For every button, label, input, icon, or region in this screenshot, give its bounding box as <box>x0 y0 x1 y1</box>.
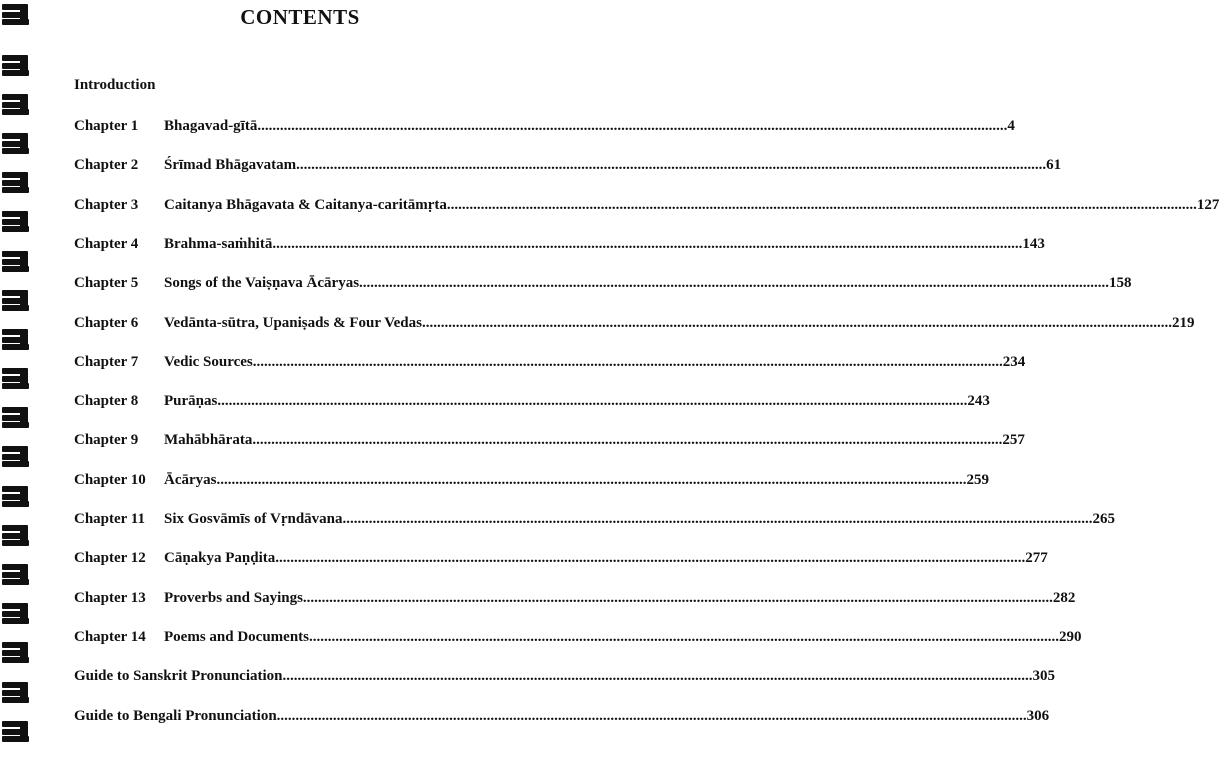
dot-leader: ........................................................................................................................................................................................................ <box>216 472 967 488</box>
page-number: 257 <box>1002 432 1025 448</box>
chapter-label: Chapter 1 <box>74 118 139 134</box>
dot-leader: ........................................................................................................................................................................................................ <box>446 197 1197 213</box>
page-number: 61 <box>1046 157 1062 173</box>
page-number: 243 <box>967 393 990 409</box>
binding-ring <box>2 249 30 273</box>
dot-leader: ........................................................................................................................................................................................................ <box>296 157 1047 173</box>
toc-chapter-entry <box>74 627 1082 647</box>
binding-ring <box>2 444 30 468</box>
binding-ring <box>2 131 30 155</box>
toc-guide-entry <box>74 666 1056 686</box>
binding-ring <box>2 484 30 508</box>
chapter-label: Chapter 8 <box>74 393 139 409</box>
chapter-title: Vedic Sources <box>164 354 253 370</box>
chapter-label: Chapter 5 <box>74 275 139 291</box>
chapter-title: Purāṇas <box>164 393 218 409</box>
binding-ring <box>2 562 30 586</box>
binding-ring <box>2 680 30 704</box>
toc-chapter-entry <box>74 352 1026 372</box>
chapter-label: Chapter 4 <box>74 236 139 252</box>
toc-chapter-entry <box>74 155 1062 175</box>
page-number: 305 <box>1032 668 1056 684</box>
dot-leader: ........................................................................................................................................................................................................ <box>217 393 968 409</box>
chapter-title: Caitanya Bhāgavata & Caitanya-caritāmṛta <box>164 197 447 213</box>
page-number: 306 <box>1026 708 1050 724</box>
guide-title: Guide to Sanskrit Pronunciation <box>74 668 283 684</box>
page-number: 277 <box>1025 550 1048 566</box>
dot-leader: ........................................................................................................................................................................................................ <box>282 668 1033 684</box>
chapter-label: Chapter 6 <box>74 315 139 331</box>
toc-chapter-entry <box>74 116 1015 136</box>
binding-ring <box>2 53 30 77</box>
binding-ring <box>2 170 30 194</box>
page-number: 282 <box>1052 590 1076 606</box>
chapter-label: Chapter 9 <box>74 432 139 448</box>
binding-ring <box>2 601 30 625</box>
page-number: 143 <box>1022 236 1045 252</box>
chapter-label: Chapter 12 <box>74 550 146 566</box>
chapter-title: Bhagavad-gītā <box>164 118 258 134</box>
chapter-label: Chapter 11 <box>74 511 145 527</box>
binding-ring <box>2 405 30 429</box>
toc-chapter-entry <box>74 391 990 411</box>
chapter-label: Chapter 14 <box>74 629 146 645</box>
chapter-label: Chapter 3 <box>74 197 139 213</box>
dot-leader: ........................................................................................................................................................................................................ <box>272 236 1023 252</box>
chapter-title: Mahābhārata <box>164 432 253 448</box>
page-number: 234 <box>1002 354 1026 370</box>
chapter-title: Vedānta-sūtra, Upaniṣads & Four Vedas <box>164 315 422 331</box>
page-number: 265 <box>1092 511 1116 527</box>
toc-chapter-entry <box>74 509 1116 529</box>
chapter-label: Chapter 7 <box>74 354 139 370</box>
binding-ring <box>2 288 30 312</box>
chapter-title: Ācāryas <box>164 472 217 488</box>
spiral-binding <box>0 0 44 760</box>
chapter-label: Chapter 2 <box>74 157 139 173</box>
chapter-title: Six Gosvāmīs of Vṛndāvana <box>164 511 343 527</box>
dot-leader: ........................................................................................................................................................................................................ <box>276 708 1027 724</box>
page-number: 219 <box>1171 315 1195 331</box>
toc-introduction: Introduction <box>74 77 156 93</box>
toc-guide-entry <box>74 706 1050 726</box>
dot-leader: ........................................................................................................................................................................................................ <box>359 275 1110 291</box>
toc-chapter-entry <box>74 234 1045 254</box>
chapter-title: Poems and Documents <box>164 629 309 645</box>
dot-leader: ........................................................................................................................................................................................................ <box>252 354 1003 370</box>
chapter-title: Songs of the Vaiṣṇava Ācāryas <box>164 275 360 291</box>
dot-leader: ........................................................................................................................................................................................................ <box>421 315 1172 331</box>
dot-leader: ........................................................................................................................................................................................................ <box>257 118 1008 134</box>
binding-ring <box>2 209 30 233</box>
toc-chapter-entry <box>74 470 989 490</box>
toc-chapter-entry <box>74 273 1132 293</box>
page-title: CONTENTS <box>240 5 360 29</box>
binding-ring <box>2 523 30 547</box>
toc-chapter-entry <box>74 430 1025 450</box>
page-number: 158 <box>1109 275 1132 291</box>
binding-ring <box>2 366 30 390</box>
dot-leader: ........................................................................................................................................................................................................ <box>302 590 1053 606</box>
dot-leader: ........................................................................................................................................................................................................ <box>275 550 1026 566</box>
toc-chapter-entry <box>74 548 1048 568</box>
binding-ring <box>2 640 30 664</box>
toc-chapter-entry <box>74 588 1076 608</box>
chapter-title: Proverbs and Sayings <box>164 590 303 606</box>
page-number: 259 <box>966 472 989 488</box>
page-number: 4 <box>1007 118 1015 134</box>
chapter-title: Cāṇakya Paṇḍita <box>164 550 276 566</box>
toc-chapter-entry <box>74 313 1195 333</box>
chapter-label: Chapter 10 <box>74 472 146 488</box>
dot-leader: ........................................................................................................................................................................................................ <box>309 629 1059 645</box>
chapter-title: Śrīmad Bhāgavatam <box>164 157 297 173</box>
binding-ring <box>2 92 30 116</box>
binding-ring <box>2 719 30 743</box>
binding-ring <box>2 327 30 351</box>
chapter-label: Chapter 13 <box>74 590 146 606</box>
guide-title: Guide to Bengali Pronunciation <box>74 708 277 724</box>
dot-leader: ........................................................................................................................................................................................................ <box>342 511 1093 527</box>
dot-leader: ........................................................................................................................................................................................................ <box>252 432 1003 448</box>
chapter-title: Brahma-saṁhitā <box>164 236 273 252</box>
page-number: 127 <box>1196 197 1219 213</box>
toc-chapter-entry <box>74 195 1219 215</box>
page-number: 290 <box>1059 629 1082 645</box>
